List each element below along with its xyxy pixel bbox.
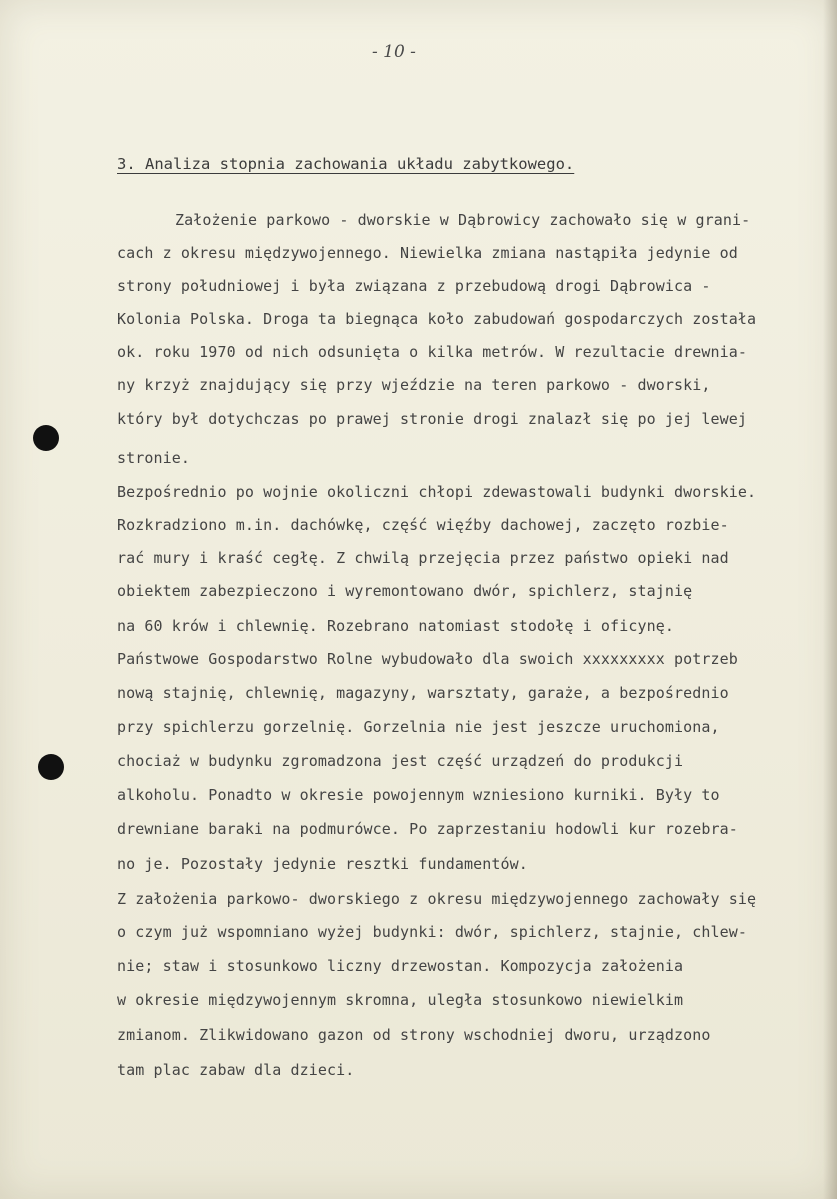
- text-line: drewniane baraki na podmurówce. Po zaprzestaniu hodowli kur rozebra-: [117, 820, 738, 838]
- text-line: na 60 krów i chlewnię. Rozebrano natomiast stodołę i oficynę.: [117, 617, 674, 635]
- text-line: ok. roku 1970 od nich odsunięta o kilka metrów. W rezultacie drewnia-: [117, 343, 748, 361]
- text-line: który był dotychczas po prawej stronie drogi znalazł się po jej lewej: [117, 410, 748, 428]
- text-line: Założenie parkowo - dworskie w Dąbrowicy zachowało się w grani-: [175, 211, 751, 229]
- text-line: obiektem zabezpieczono i wyremontowano dwór, spichlerz, stajnię: [117, 582, 693, 600]
- text-line: no je. Pozostały jedynie resztki fundamentów.: [117, 855, 528, 873]
- text-line: stronie.: [117, 449, 191, 467]
- section-title: 3. Analiza stopnia zachowania układu zabytkowego.: [117, 155, 575, 173]
- text-line: ny krzyż znajdujący się przy wjeździe na teren parkowo - dworski,: [117, 376, 711, 394]
- text-line: Rozkradziono m.in. dachówkę, część więźby dachowej, zaczęto rozbie-: [117, 516, 729, 534]
- text-line: przy spichlerzu gorzelnię. Gorzelnia nie jest jeszcze uruchomiona,: [117, 718, 720, 736]
- text-line: tam plac zabaw dla dzieci.: [117, 1061, 355, 1079]
- text-line: rać mury i kraść cegłę. Z chwilą przejęcia przez państwo opieki nad: [117, 549, 729, 567]
- page-edge-shadow: [823, 0, 837, 1199]
- text-line: chociaż w budynku zgromadzona jest część urządzeń do produkcji: [117, 752, 684, 770]
- text-line: w okresie międzywojennym skromna, uległa stosunkowo niewielkim: [117, 991, 684, 1009]
- punch-hole-top: [33, 425, 59, 451]
- text-line: nową stajnię, chlewnię, magazyny, warsztaty, garaże, a bezpośrednio: [117, 684, 729, 702]
- page-number: - 10 -: [372, 42, 416, 62]
- text-line: Bezpośrednio po wojnie okoliczni chłopi zdewastowali budynki dworskie.: [117, 483, 757, 501]
- punch-hole-bottom: [38, 754, 64, 780]
- text-line: nie; staw i stosunkowo liczny drzewostan. Kompozycja założenia: [117, 957, 684, 975]
- text-line: zmianom. Zlikwidowano gazon od strony wschodniej dworu, urządzono: [117, 1026, 711, 1044]
- text-line: Z założenia parkowo- dworskiego z okresu międzywojennego zachowały się: [117, 890, 757, 908]
- text-line: strony południowej i była związana z przebudową drogi Dąbrowica -: [117, 277, 711, 295]
- text-line: Kolonia Polska. Droga ta biegnąca koło zabudowań gospodarczych została: [117, 310, 757, 328]
- text-line: cach z okresu międzywojennego. Niewielka zmiana nastąpiła jedynie od: [117, 244, 738, 262]
- text-line: o czym już wspomniano wyżej budynki: dwór, spichlerz, stajnie, chlew-: [117, 923, 748, 941]
- text-line: alkoholu. Ponadto w okresie powojennym wzniesiono kurniki. Były to: [117, 786, 720, 804]
- text-line: Państwowe Gospodarstwo Rolne wybudowało dla swoich xxxxxxxxx potrzeb: [117, 650, 738, 668]
